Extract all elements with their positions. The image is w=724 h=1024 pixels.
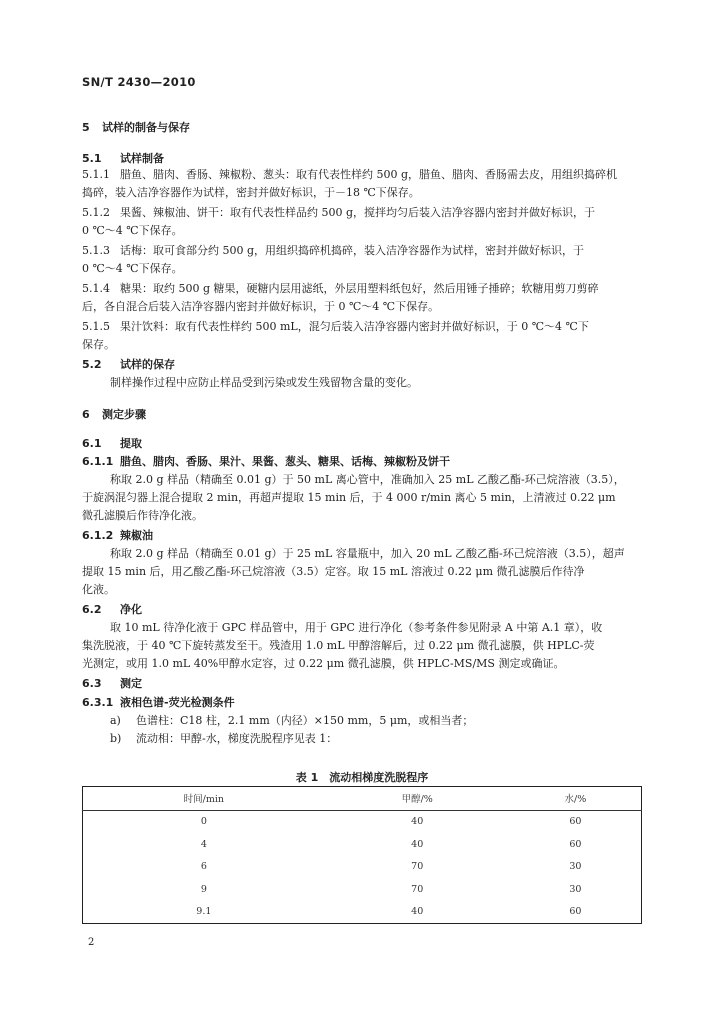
section-heading (82, 603, 142, 617)
paragraph-line (82, 224, 183, 238)
clause-number: 5.1.2 (82, 206, 110, 219)
section-heading (82, 437, 142, 451)
clause-text: 0 ℃～4 ℃下保存。 (82, 224, 183, 237)
table-cell: 70 (411, 883, 424, 895)
paragraph-line (82, 583, 115, 597)
clause-number: 5.1.1 (82, 168, 110, 181)
table-caption: 表 1 流动相梯度洗脱程序 (295, 771, 429, 784)
paragraph-line (82, 300, 439, 314)
paragraph-line (82, 262, 183, 276)
paragraph-line (82, 168, 617, 182)
paragraph-line (82, 491, 616, 505)
paragraph-line (82, 657, 564, 671)
clause-text: 试样的保存 (120, 358, 175, 371)
section-heading (82, 455, 450, 469)
clause-text: 糖果：取约 500 g 糖果，硬糖内层用滤纸，外层用塑料纸包好，然后用锤子捶碎；软糖用剪刀剪碎 (120, 282, 599, 295)
table-cell: 30 (569, 861, 582, 873)
clause-number: 6.1.2 (82, 529, 114, 542)
paragraph-line (110, 547, 625, 561)
table-cell: 40 (411, 906, 424, 918)
clause-text: 试样制备 (120, 152, 164, 165)
clause-text: 保存。 (82, 338, 115, 351)
clause-text: 称取 2.0 g 样品（精确至 0.01 g）于 25 mL 容量瓶中，加入 20 mL 乙酸乙酯-环己烷溶液（3.5），超声 (110, 547, 625, 560)
clause-text: 净化 (120, 603, 142, 616)
clause-number: 5 (82, 121, 90, 134)
clause-text: 取 10 mL 待净化液于 GPC 样品管中，用于 GPC 进行净化（参考条件参见附录 A 中第 A.1 章），收 (110, 621, 603, 634)
paragraph-line (82, 565, 585, 579)
table-row (83, 810, 642, 833)
section-heading (82, 121, 190, 135)
clause-number: 6 (82, 408, 90, 421)
clause-number: 5.1.4 (82, 282, 110, 295)
table-cell: 60 (569, 816, 582, 828)
clause-text: 流动相：甲醇-水，梯度洗脱程序见表 1： (136, 732, 338, 745)
gradient-table (82, 786, 642, 924)
paragraph-line (110, 473, 625, 487)
clause-number: 5.1 (82, 152, 102, 165)
clause-number: 5.1.3 (82, 244, 110, 257)
clause-text: 腊鱼、腊肉、香肠、辣椒粉、葱头：取有代表性样约 500 g，腊鱼、腊肉、香肠需去皮，用组织捣碎机 (120, 168, 618, 181)
clause-number: 6.3.1 (82, 696, 114, 709)
paragraph-line (82, 639, 595, 653)
table-header-cell: 水/% (510, 787, 642, 811)
table-row (83, 878, 642, 901)
table-row (83, 856, 642, 879)
standard-code: SN/T 2430—2010 (82, 75, 196, 89)
table-header-cell: 甲醇/% (325, 787, 510, 811)
table-cell: 70 (411, 861, 424, 873)
clause-text: 提取 15 min 后，用乙酸乙酯-环己烷溶液（3.5）定容。取 15 mL 溶液过 0.22 μm 微孔滤膜后作待净 (82, 565, 585, 578)
clause-text: 辣椒油 (120, 529, 153, 542)
clause-text: 制样操作过程中应防止样品受到污染或发生残留物含量的变化。 (110, 376, 418, 389)
clause-number: 6.3 (82, 677, 102, 690)
paragraph-line (82, 282, 599, 296)
clause-number: 6.2 (82, 603, 102, 616)
table-cell: 60 (569, 838, 582, 850)
clause-text: 微孔滤膜后作待净化液。 (82, 509, 203, 522)
clause-text: 称取 2.0 g 样品（精确至 0.01 g）于 50 mL 离心管中，准确加入 25 mL 乙酸乙酯-环己烷溶液（3.5）， (110, 473, 625, 486)
table-header-cell: 时间/min (83, 787, 325, 811)
clause-text: 于旋涡混匀器上混合提取 2 min，再超声提取 15 min 后，于 4 000 r/min 离心 5 min，上清液过 0.22 μm (82, 491, 616, 504)
paragraph-line (82, 206, 595, 220)
list-item (110, 732, 337, 746)
clause-text: 液相色谱-荧光检测条件 (120, 696, 235, 709)
clause-text: 色谱柱：C18 柱，2.1 mm（内径）×150 mm，5 μm，或相当者； (136, 714, 474, 727)
section-heading (82, 696, 235, 710)
paragraph-line (110, 376, 418, 390)
clause-text: 化液。 (82, 583, 115, 596)
table-cell: 40 (411, 838, 424, 850)
paragraph-line (82, 338, 115, 352)
clause-text: 果汁饮料：取有代表性样约 500 mL，混匀后装入洁净容器内密封并做好标识，于 0 ℃～4 ℃下 (120, 320, 589, 333)
section-heading (82, 408, 146, 422)
clause-text: 后，各自混合后装入洁净容器内密封并做好标识，于 0 ℃～4 ℃下保存。 (82, 300, 440, 313)
table-cell: 6 (200, 861, 207, 873)
clause-text: 0 ℃～4 ℃下保存。 (82, 262, 183, 275)
clause-text: 光测定，或用 1.0 mL 40%甲醇水定容，过 0.22 μm 微孔滤膜，供 HPLC-MS/MS 测定或确证。 (82, 657, 565, 670)
clause-text: 捣碎，装入洁净容器作为试样，密封并做好标识，于－18 ℃下保存。 (82, 186, 420, 199)
clause-number: 5.2 (82, 358, 102, 371)
clause-text: 果酱、辣椒油、饼干：取有代表性样品约 500 g，搅拌均匀后装入洁净容器内密封并做好标识，于 (120, 206, 596, 219)
table-cell: 40 (411, 816, 424, 828)
paragraph-line (82, 186, 420, 200)
table-header-row (83, 787, 642, 811)
table-cell: 9 (200, 883, 207, 895)
clause-text: 集洗脱液，于 40 ℃下旋转蒸发至干。残渣用 1.0 mL 甲醇溶解后，过 0.22 μm 微孔滤膜，供 HPLC-荧 (82, 639, 595, 652)
section-heading (82, 358, 175, 372)
paragraph-line (110, 621, 602, 635)
clause-text: 话梅：取可食部分约 500 g，用组织捣碎机捣碎，装入洁净容器作为试样，密封并做好标识，于 (120, 244, 585, 257)
paragraph-line (82, 244, 584, 258)
section-heading (82, 529, 153, 543)
clause-number: 6.1.1 (82, 455, 114, 468)
table-cell: 4 (200, 838, 207, 850)
table-cell: 60 (569, 906, 582, 918)
table-row (83, 901, 642, 924)
table-row (83, 833, 642, 856)
table-cell: 0 (200, 816, 207, 828)
clause-number: a) (110, 714, 121, 727)
section-heading (82, 677, 142, 691)
clause-number: 6.1 (82, 437, 102, 450)
table-cell: 30 (569, 883, 582, 895)
clause-number: 5.1.5 (82, 320, 110, 333)
clause-text: 测定步骤 (102, 408, 146, 421)
paragraph-line (82, 509, 203, 523)
page-number: 2 (88, 937, 95, 948)
clause-number: b) (110, 732, 122, 745)
clause-text: 测定 (120, 677, 142, 690)
table-cell: 9.1 (196, 906, 212, 918)
section-heading (82, 152, 164, 166)
clause-text: 提取 (120, 437, 142, 450)
paragraph-line (82, 320, 589, 334)
clause-text: 试样的制备与保存 (102, 121, 190, 134)
list-item (110, 714, 473, 728)
clause-text: 腊鱼、腊肉、香肠、果汁、果酱、葱头、糖果、话梅、辣椒粉及饼干 (120, 455, 450, 468)
